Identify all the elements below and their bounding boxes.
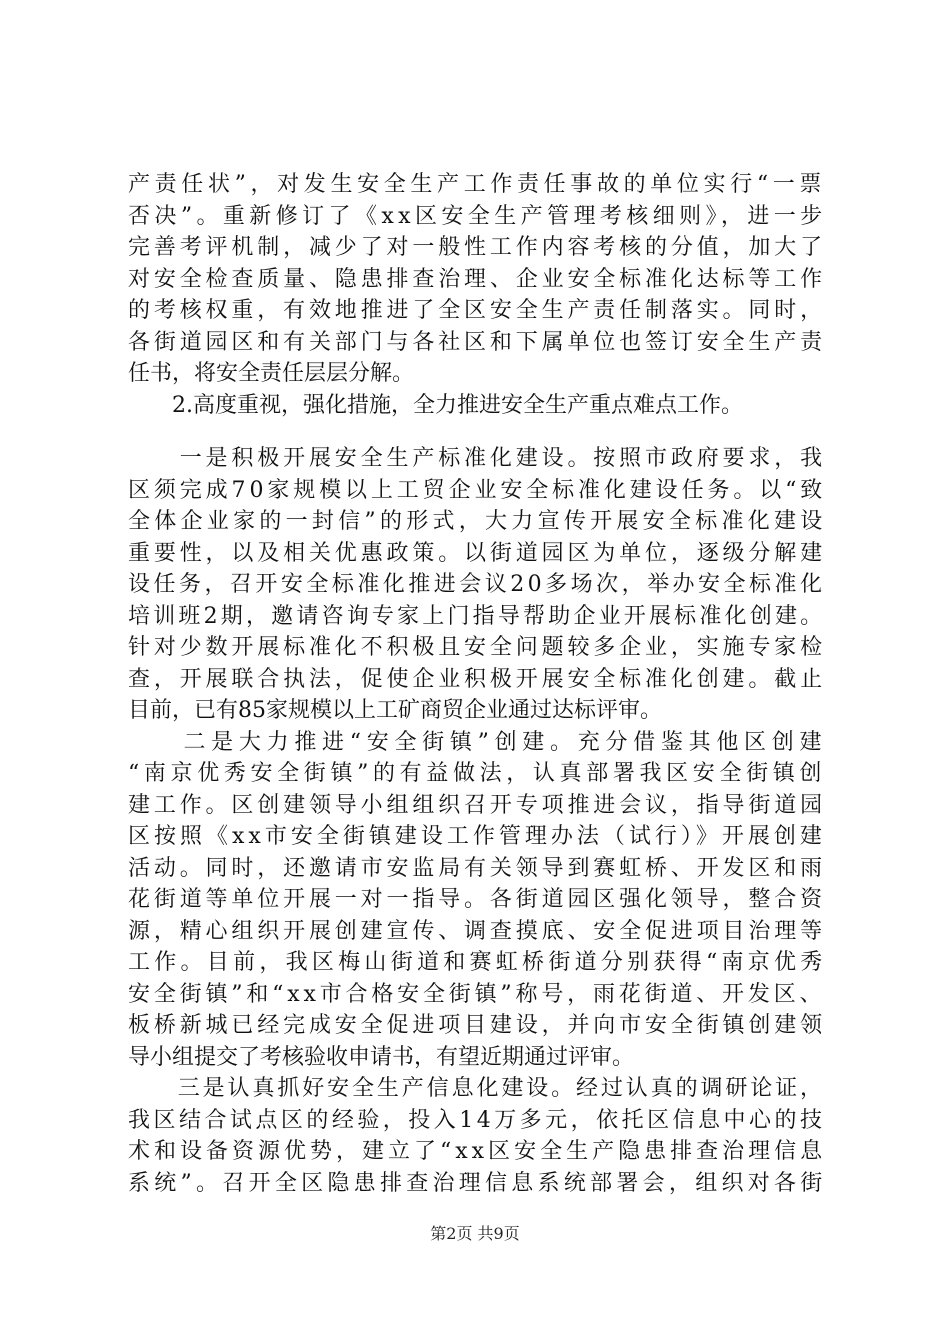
text-line: 一是积极开展安全生产标准化建设。按照市政府要求，我: [128, 446, 826, 471]
text-line: 各街道园区和有关部门与各社区和下属单位也签订安全生产责: [128, 329, 826, 355]
text-line: 系统”。召开全区隐患排查治理信息系统部署会，组织对各街: [128, 1170, 827, 1196]
text-line: 目前，已有85家规模以上工矿商贸企业通过达标评审。: [128, 698, 662, 723]
text-line: 安全街镇”和“xx市合格安全街镇”称号，雨花街道、开发区、: [128, 981, 826, 1007]
text-line: 术和设备资源优势，建立了“xx区安全生产隐患排查治理信息: [128, 1139, 827, 1164]
text-line: 的考核权重，有效地推进了全区安全生产责任制落实。同时，: [128, 298, 826, 323]
text-line: 任书，将安全责任层层分解。: [128, 361, 415, 386]
text-line: “南京优秀安全街镇”的有益做法，认真部署我区安全街镇创: [128, 761, 827, 786]
text-line: 区按照《xx市安全街镇建设工作管理办法（试行）》开展创建: [128, 824, 826, 849]
section-heading: 2.高度重视，强化措施，全力推进安全生产重点难点工作。: [128, 392, 743, 418]
page-indicator: 第2页 共9页: [430, 1224, 520, 1243]
text-line: 建工作。区创建领导小组组织召开专项推进会议，指导街道园: [128, 792, 826, 818]
text-line: 板桥新城已经完成安全促进项目建设，并向市安全街镇创建领: [128, 1013, 826, 1038]
text-line: 对安全检查质量、隐患排查治理、企业安全标准化达标等工作: [128, 266, 826, 292]
text-line: 导小组提交了考核验收申请书，有望近期通过评审。: [128, 1044, 635, 1070]
text-line: 查，开展联合执法，促使企业积极开展安全标准化创建。截止: [128, 666, 826, 692]
text-line: 设任务，召开安全标准化推进会议20多场次，举办安全标准化: [128, 572, 826, 597]
text-line: 重要性，以及相关优惠政策。以街道园区为单位，逐级分解建: [128, 540, 826, 566]
text-line: 完善考评机制，减少了对一般性工作内容考核的分值，加大了: [128, 235, 826, 260]
text-line: 源，精心组织开展创建宣传、调查摸底、安全促进项目治理等: [128, 918, 826, 944]
text-line: 全体企业家的一封信”的形式，大力宣传开展安全标准化建设: [128, 509, 827, 534]
text-line: 工作。目前，我区梅山街道和赛虹桥街道分别获得“南京优秀: [128, 950, 827, 975]
text-line: 区须完成70家规模以上工贸企业安全标准化建设任务。以“致: [128, 477, 827, 503]
text-line: 我区结合试点区的经验，投入14万多元，依托区信息中心的技: [128, 1107, 826, 1133]
text-line: 否决”。重新修订了《xx区安全生产管理考核细则》，进一步: [128, 203, 827, 229]
text-line: 培训班2期，邀请咨询专家上门指导帮助企业开展标准化创建。: [128, 603, 826, 629]
text-line: 活动。同时，还邀请市安监局有关领导到赛虹桥、开发区和雨: [128, 855, 826, 881]
text-line: 针对少数开展标准化不积极且安全问题较多企业，实施专家检: [128, 635, 826, 660]
text-line: 二是大力推进“安全街镇”创建。充分借鉴其他区创建: [128, 729, 828, 755]
text-line: 花街道等单位开展一对一指导。各街道园区强化领导，整合资: [128, 887, 826, 912]
text-line: 产责任状”，对发生安全生产工作责任事故的单位实行“一票: [128, 172, 827, 197]
text-line: 三是认真抓好安全生产信息化建设。经过认真的调研论证，: [128, 1076, 825, 1101]
